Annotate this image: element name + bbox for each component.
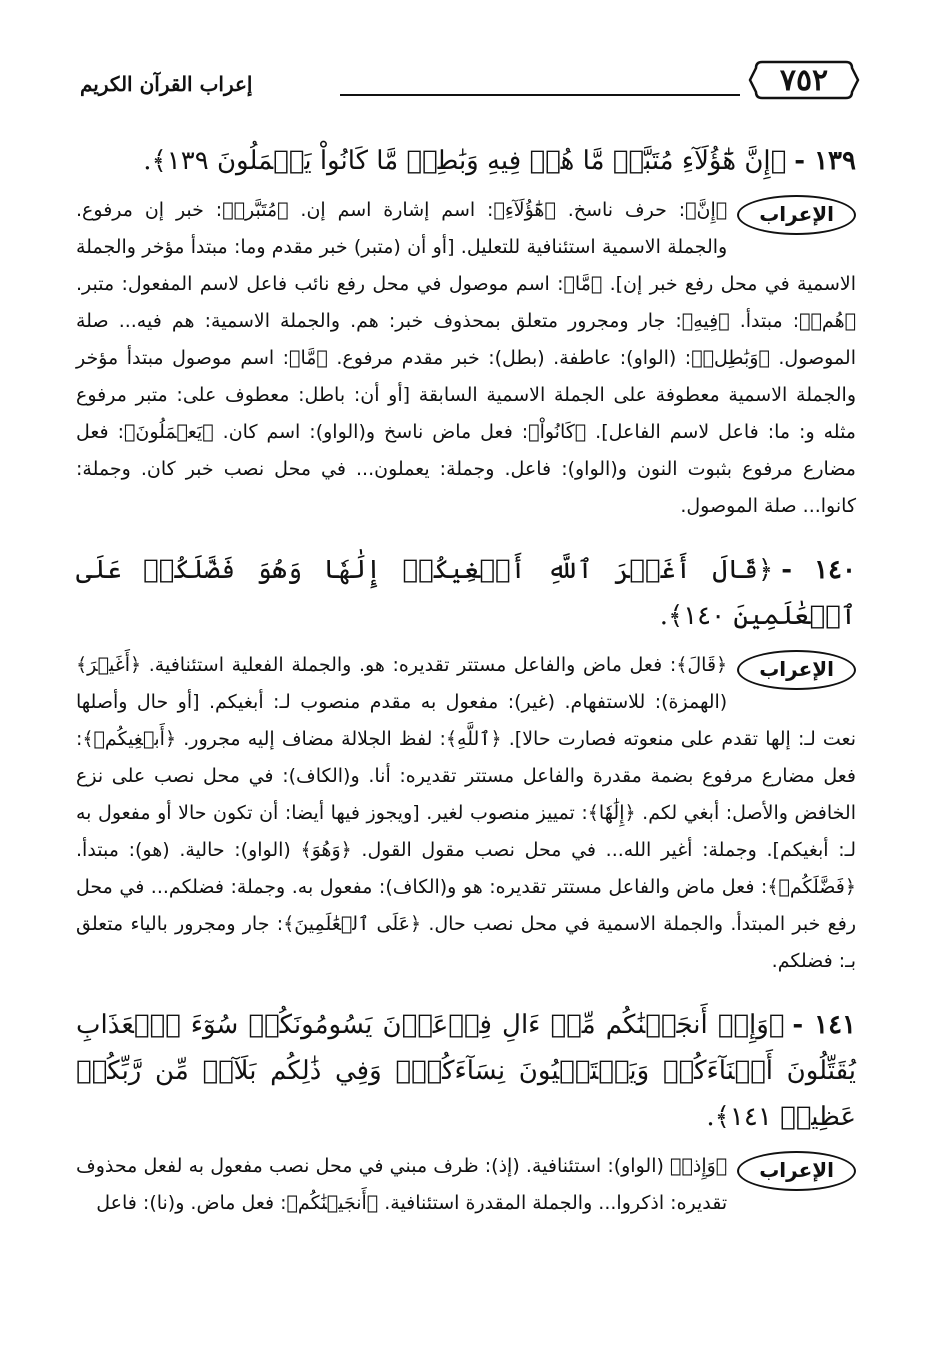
running-title: إعراب القرآن الكريم [80,72,253,96]
verse-number: ١٣٩ - [794,146,856,176]
verse-number: ١٤١ - [792,1010,857,1040]
verse-text: ﴿إِنَّ هَٰٓؤُلَآءِ مُتَبَّرٞ مَّا هُمۡ فِيهِ وَبَٰطِلٞ مَّا كَانُواْ يَعۡمَلُونَ ١٣٩﴾. [143,146,787,176]
irab-text: ﴿وَإِذۡ﴾ (الواو): استئنافية. (إذ): ظرف مبني في محل نصب مفعول به لفعل محذوف تقديره: اذكروا... والجملة المقدرة استئنافية. ﴿أَنجَيۡنَٰكُم﴾: فعل ماض. و(نا): فاعل [76,1155,728,1214]
irab-label: الإعراب [737,195,856,235]
irab-block-141 [76,1148,856,1222]
irab-label: الإعراب [737,650,856,690]
page-header [80,58,860,108]
irab-block-139 [76,192,856,525]
verse-number: ١٤٠ - [781,555,856,585]
verse-140 [76,547,856,639]
verse-text: ﴿قَالَ أَغَيۡرَ ٱللَّهِ أَبۡغِيكُمۡ إِلَٰهٗا وَهُوَ فَضَّلَكُمۡ عَلَى ٱلۡعَٰلَمِينَ ١٤٠﴾. [76,555,856,631]
content [76,138,856,1244]
irab-label: الإعراب [737,1151,856,1191]
verse-text: ﴿وَإِذۡ أَنجَيۡنَٰكُم مِّنۡ ءَالِ فِرۡعَوۡنَ يَسُومُونَكُمۡ سُوٓءَ ٱلۡعَذَابِ يُقَتِّلُونَ أَبۡنَآءَكُمۡ وَيَسۡتَحۡيُونَ نِسَآءَكُمۡۚ وَفِي ذَٰلِكُم بَلَآءٞ مِّن رَّبِّكُمۡ عَظِيمٞ ١٤١﴾. [76,1010,856,1132]
page-number-text: ٧٥٢ [779,62,829,98]
verse-139 [76,138,856,184]
verse-141 [76,1002,856,1140]
irab-block-140 [76,647,856,980]
header-rule [340,94,740,96]
page-number [748,58,860,102]
irab-text: ﴿إِنَّ﴾: حرف ناسخ. ﴿هَٰٓؤُلَآءِ﴾: اسم إشارة اسم إن. ﴿مُتَبَّرٞ﴾: خبر إن مرفوع. والجملة الاسمية استئنافية للتعليل. [أو أن (متبر) خبر مقدم وما: مبتدأ مؤخر والجملة الاسمية في محل رفع خبر إن]. ﴿مَّا﴾: اسم موصول في محل رفع نائب فاعل لاسم المفعول: متبر. ﴿هُمۡ﴾: مبتدأ. ﴿فِيهِ﴾: جار ومجرور متعلق بمحذوف خبر: هم. والجملة الاسمية: هم فيه... صلة الموصول. ﴿وَبَٰطِلٞ﴾: (الواو): عاطفة. (بطل): خبر مقدم مرفوع. ﴿مَّا﴾: اسم موصول مبتدأ مؤخر والجملة الاسمية معطوفة على الجملة الاسمية السابقة [أو أن: باطل: معطوف على: متبر مرفوع مثله و: ما: فاعل لاسم الفاعل]. ﴿كَانُواْ﴾: فعل ماض ناسخ و(الواو): اسم كان. ﴿يَعۡمَلُونَ﴾: فعل مضارع مرفوع بثبوت النون و(الواو): فاعل. وجملة: يعملون... في محل نصب خبر كان. وجملة: كانوا... صلة الموصول. [76,199,856,517]
irab-text: ﴿قَالَ﴾: فعل ماض والفاعل مستتر تقديره: هو. والجملة الفعلية استئنافية. ﴿أَغَيۡرَ﴾ (الهمزة): للاستفهام. (غير): مفعول به مقدم منصوب لـ: أبغيكم. [أو حال وأصلها نعت لـ: إلها تقدم على منعوته فصارت حالا]. ﴿ٱللَّهِ﴾: لفظ الجلالة مضاف إليه مجرور. ﴿أَبۡغِيكُمۡ﴾: فعل مضارع مرفوع بضمة مقدرة والفاعل مستتر تقديره: أنا. و(الكاف): في محل نصب على نزع الخافض والأصل: أبغي لكم. ﴿إِلَٰهٗا﴾: تمييز منصوب لغير. [ويجوز فيها أيضا: أن تكون حالا أو مفعول به لـ: أبغيكم]. وجملة: أغير الله... في محل نصب مقول القول. ﴿وَهُوَ﴾ (الواو): حالية. (هو): مبتدأ. ﴿فَضَّلَكُمۡ﴾: فعل ماض والفاعل مستتر تقديره: هو و(الكاف): مفعول به. وجملة: فضلكم... في محل رفع خبر المبتدأ. والجملة الاسمية في محل نصب حال. ﴿عَلَى ٱلۡعَٰلَمِينَ﴾: جار ومجرور بالياء متعلق بـ: فضلكم. [76,654,856,972]
